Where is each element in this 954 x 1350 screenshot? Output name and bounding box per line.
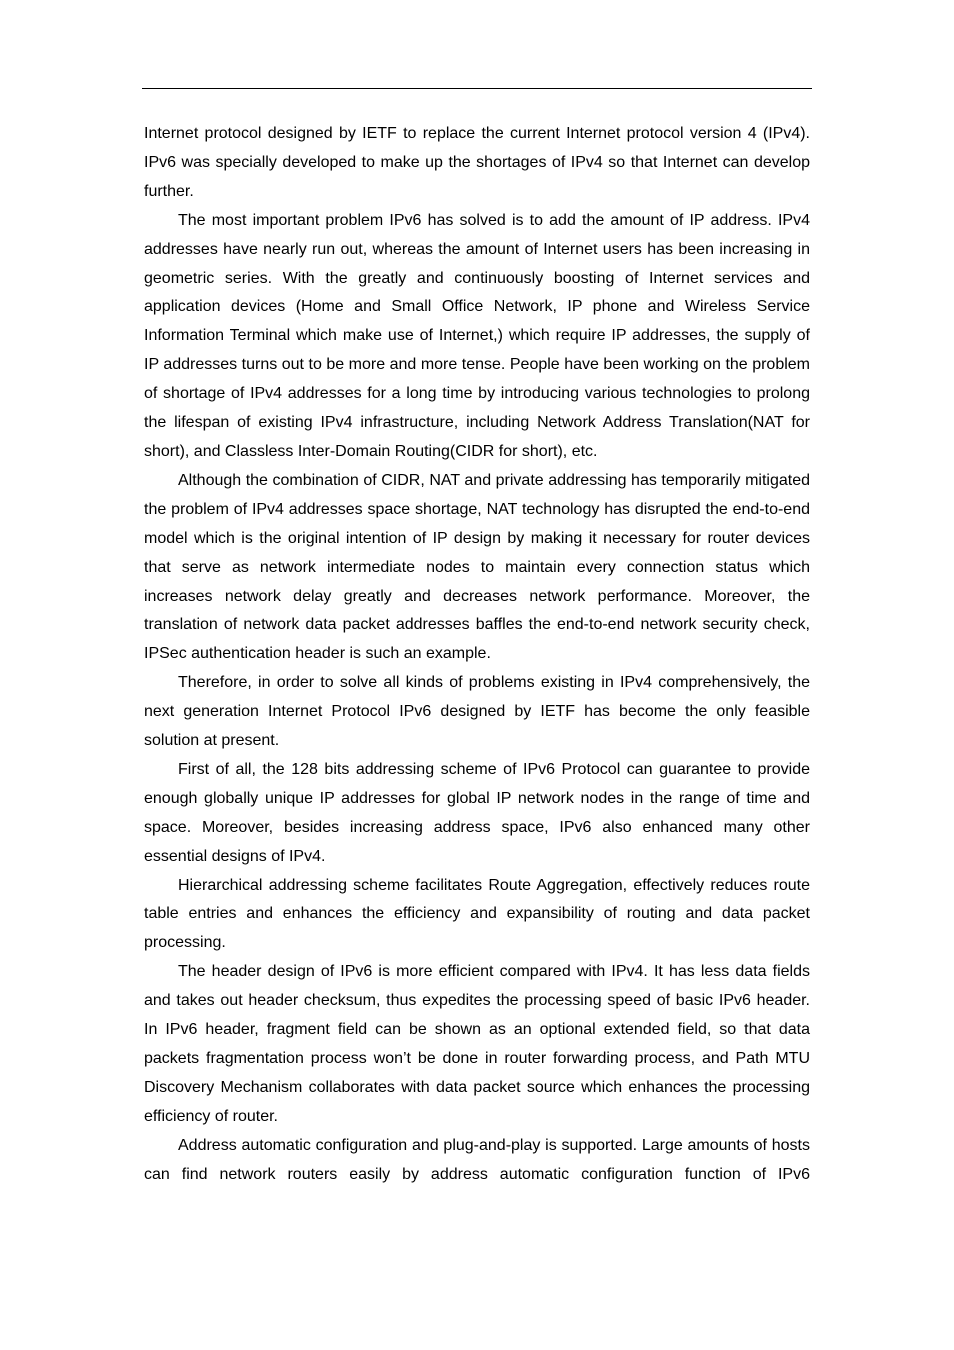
paragraph-1: Internet protocol designed by IETF to replace the current Internet protocol version 4 (IPv4). IPv6 was specially developed to make up the shortages of IPv4 so that Internet can develop further. <box>144 125 810 200</box>
paragraph-8: Address automatic configuration and plug-and-play is supported. Large amounts of hosts can find network routers easily by address automatic configuration function of IPv6 <box>144 1136 810 1183</box>
paragraph-6: Hierarchical addressing scheme facilitates Route Aggregation, effectively reduces route table entries and enhances the efficiency and expansibility of routing and data packet processing. <box>144 876 810 952</box>
header-rule <box>142 88 812 89</box>
paragraph-7: The header design of IPv6 is more efficient compared with IPv4. It has less data fields and takes out header checksum, thus expedites the processing speed of basic IPv6 header. In IPv6 header, fragment field can be shown as an optional extended field, so that data packets fragmentation process won’t be done in router forwarding process, and Path MTU Discovery Mechanism collaborates with data packet source which enhances the processing efficiency of router. <box>144 963 810 1125</box>
paragraph-4: Therefore, in order to solve all kinds of problems existing in IPv4 comprehensively, the next generation Internet Protocol IPv6 designed by IETF has become the only feasible solution at present. <box>144 674 810 750</box>
paragraph-3: Although the combination of CIDR, NAT and private addressing has temporarily mitigated the problem of IPv4 addresses space shortage, NAT technology has disrupted the end-to-end model which is the original intention of IP design by making it necessary for router devices that serve as network intermediate nodes to maintain every connection status which increases network delay greatly and decreases network performance. Moreover, the translation of network data packet addresses baffles the end-to-end network security check, IPSec authentication header is such an example. <box>144 471 810 663</box>
paragraph-2: The most important problem IPv6 has solved is to add the amount of IP address. IPv4 addresses have nearly run out, whereas the amount of Internet users has been increasing in geometric series. With the greatly and continuously boosting of Internet services and application devices (Home and Small Office Network, IP phone and Wireless Service Information Terminal which make use of Internet,) which require IP addresses, the supply of IP addresses turns out to be more and more tense. People have been working on the problem of shortage of IPv4 addresses for a long time by introducing various technologies to prolong the lifespan of existing IPv4 infrastructure, including Network Address Translation(NAT for short), and Classless Inter-Domain Routing(CIDR for short), etc. <box>144 211 810 460</box>
body-text <box>144 120 810 1190</box>
paragraph-5: First of all, the 128 bits addressing scheme of IPv6 Protocol can guarantee to provide enough globally unique IP addresses for global IP network nodes in the range of time and space. Moreover, besides increasing address space, IPv6 also enhanced many other essential designs of IPv4. <box>144 760 810 865</box>
